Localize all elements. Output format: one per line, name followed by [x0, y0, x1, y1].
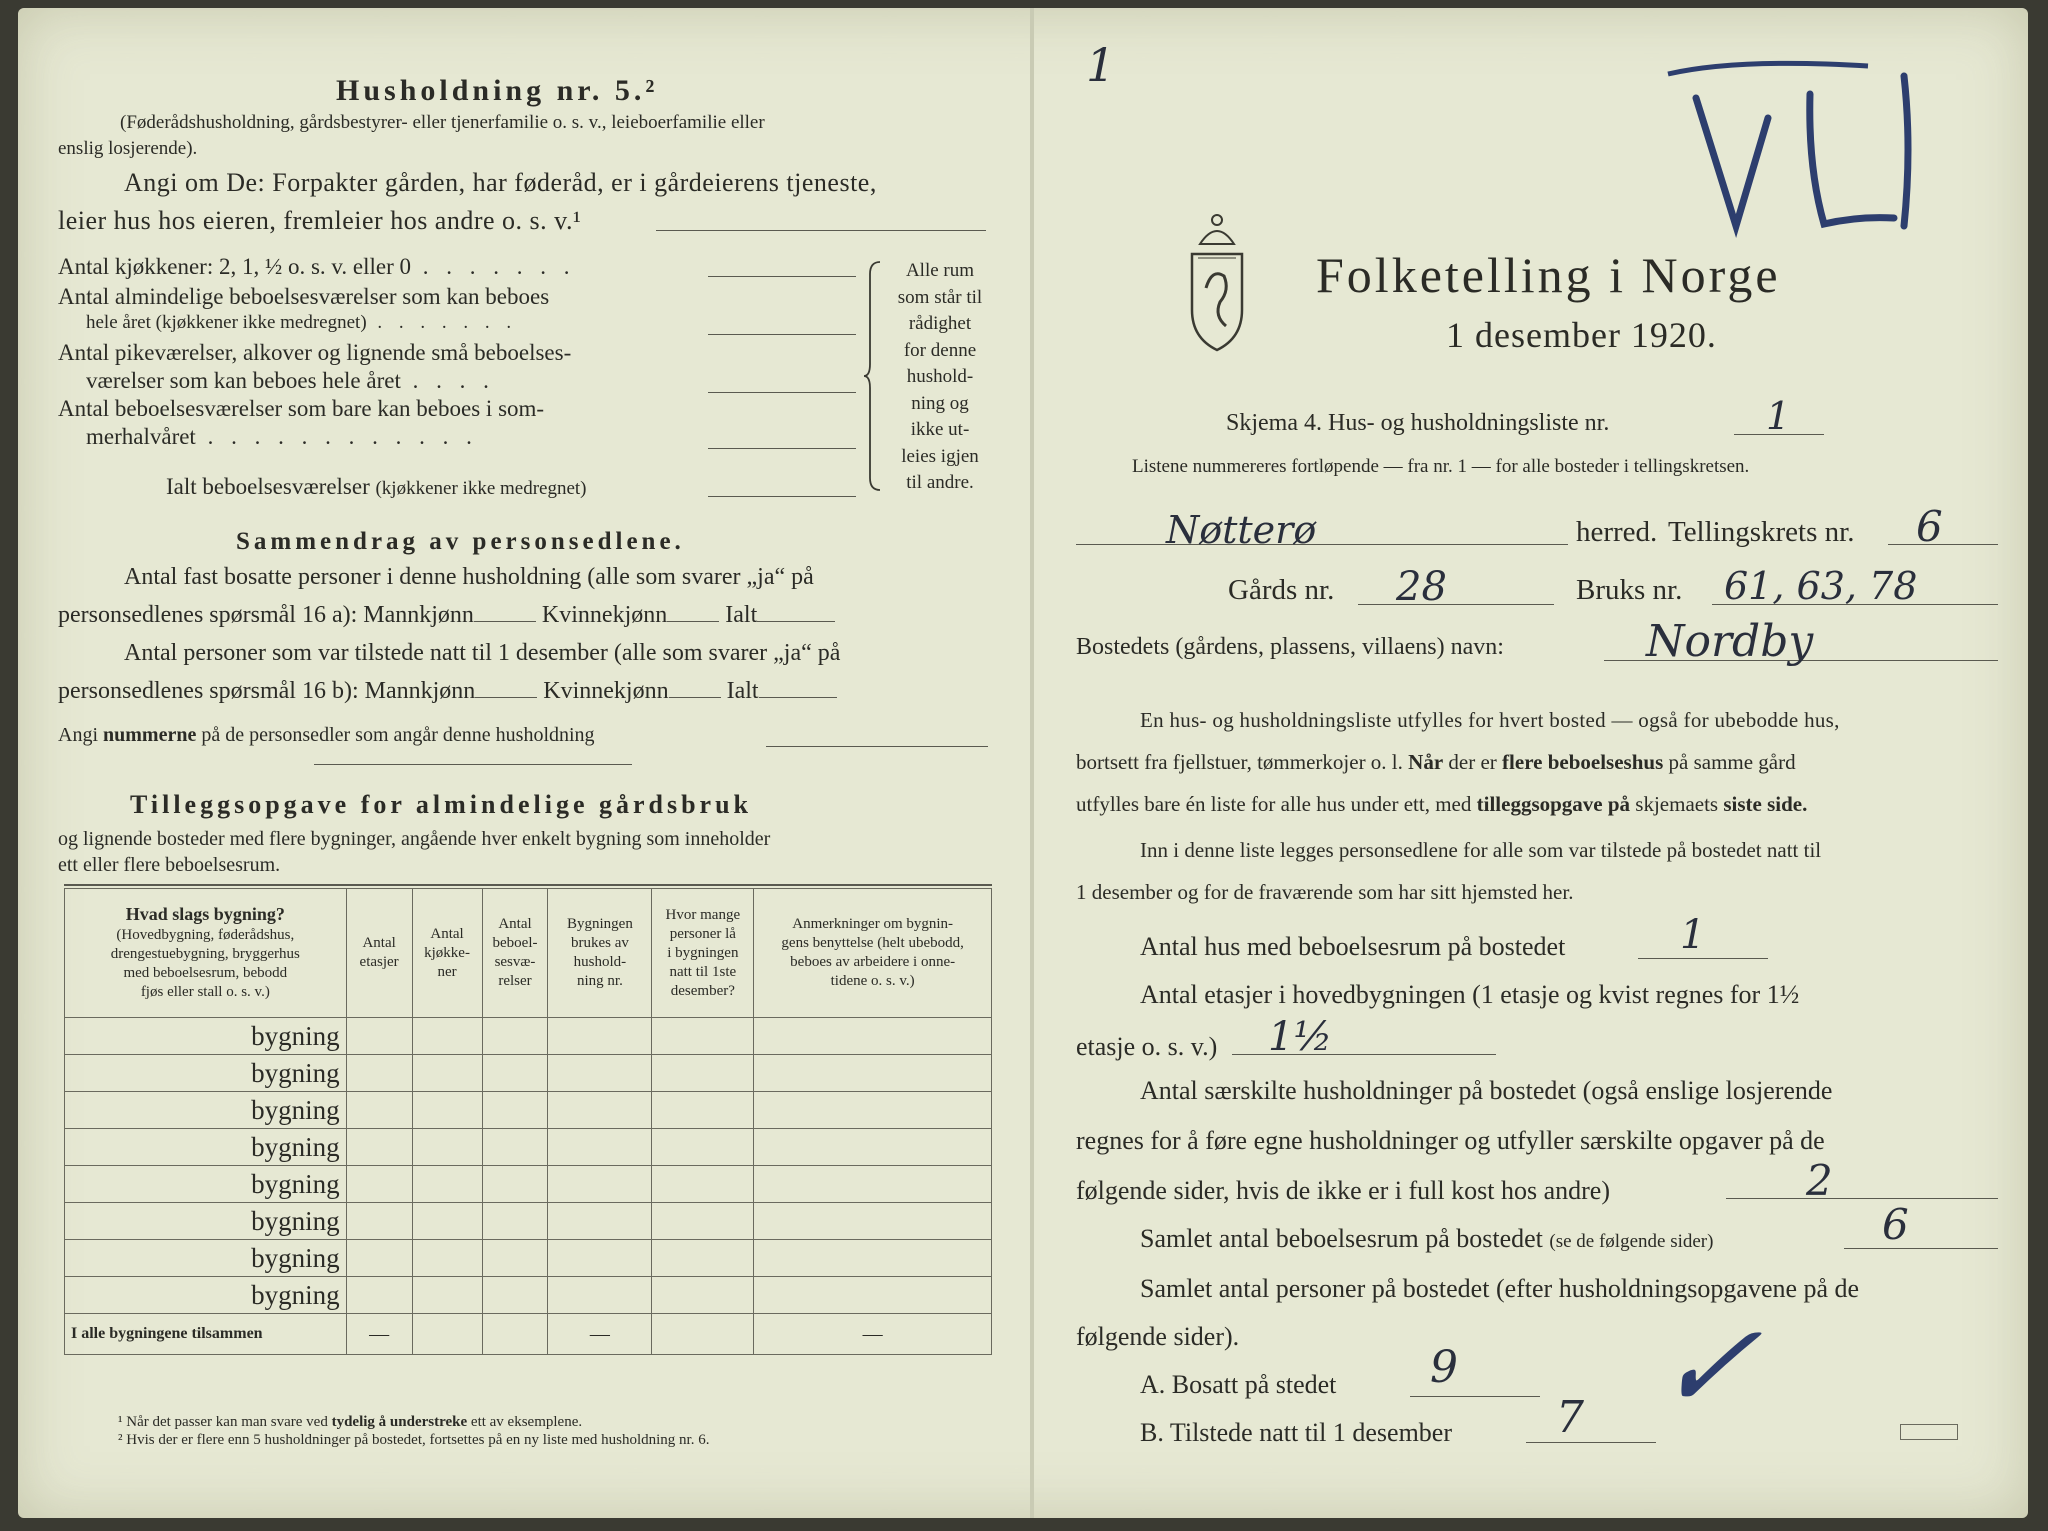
intro-small-1: (Føderådshusholdning, gårdsbestyrer- eller tjenerfamilie o. s. v., leieboerfamilie eller: [120, 112, 765, 133]
table-top-rule: [64, 884, 992, 886]
table-cell[interactable]: [482, 1240, 548, 1277]
table-cell[interactable]: [346, 1092, 412, 1129]
rooms1-label-2: hele året (kjøkkener ikke medregnet) . . . . . . .: [86, 312, 518, 333]
para1-line3: utfylles bare én liste for alle hus under ett, med tilleggsopgave på skjemaets siste side.: [1076, 792, 1808, 816]
table-cell[interactable]: [412, 1277, 482, 1314]
table-cell[interactable]: [548, 1129, 652, 1166]
building-type-cell[interactable]: bygning: [65, 1092, 347, 1129]
table-cell[interactable]: [754, 1203, 992, 1240]
persons-label-1: Samlet antal personer på bostedet (efter husholdningsopgavene på de: [1140, 1274, 1860, 1303]
total-household[interactable]: —: [548, 1314, 652, 1355]
table-cell[interactable]: [482, 1129, 548, 1166]
building-type-cell[interactable]: bygning: [65, 1018, 347, 1055]
table-cell[interactable]: [652, 1166, 754, 1203]
rooms2-label-2: værelser som kan beboes hele året . . . .: [86, 368, 495, 393]
tilstede-label: B. Tilstede natt til 1 desember: [1140, 1418, 1452, 1447]
table-cell[interactable]: [548, 1166, 652, 1203]
table-cell[interactable]: [652, 1092, 754, 1129]
table-cell[interactable]: [346, 1277, 412, 1314]
table-cell[interactable]: [754, 1092, 992, 1129]
table-cell[interactable]: [482, 1277, 548, 1314]
para1-line1: En hus- og husholdningsliste utfylles for hvert bosted — også for ubebodde hus,: [1140, 708, 1840, 732]
table-cell[interactable]: [346, 1203, 412, 1240]
building-type-cell[interactable]: bygning: [65, 1277, 347, 1314]
table-cell[interactable]: [754, 1277, 992, 1314]
page-fold: [1030, 8, 1034, 1518]
table-cell[interactable]: [346, 1055, 412, 1092]
census-form-sheet: [18, 8, 2028, 1518]
col-rooms: Antal beboel- sesvæ- relser: [482, 889, 548, 1018]
table-cell[interactable]: [412, 1203, 482, 1240]
corner-mark: 1: [1086, 38, 1116, 92]
summary-title: Sammendrag av personsedlene.: [236, 528, 685, 555]
krets-label: Tellingskrets nr.: [1668, 516, 1855, 548]
bosatt-line[interactable]: [1410, 1396, 1540, 1397]
table-row: [65, 1166, 992, 1203]
households-label-1: Antal særskilte husholdninger på bostedet (også enslige losjerende: [1140, 1076, 1833, 1105]
intro-question-1: Angi om De: Forpakter gården, har føderåd, er i gårdeierens tjeneste,: [124, 168, 877, 197]
table-cell[interactable]: [548, 1092, 652, 1129]
table-row: [65, 1277, 992, 1314]
table-cell[interactable]: [482, 1203, 548, 1240]
table-cell[interactable]: [652, 1018, 754, 1055]
herred-line[interactable]: [1076, 544, 1568, 545]
numbering-note: Listene nummereres fortløpende — fra nr. 1 — for alle bosteder i tellingskretsen.: [1132, 456, 1750, 477]
summary-b-2: personsedlenes spørsmål 16 b): Mannkjønn Kvinnekjønn Ialt: [58, 678, 837, 705]
table-cell[interactable]: [412, 1018, 482, 1055]
footnote-1: ¹ Når det passer kan man svare ved tydelig å understreke ett av eksemplene.: [118, 1414, 583, 1430]
building-type-cell[interactable]: bygning: [65, 1129, 347, 1166]
herred-value: Nøtterø: [1166, 508, 1317, 552]
floors-label-1: Antal etasjer i hovedbygningen (1 etasje og kvist regnes for 1½: [1140, 980, 1800, 1009]
col-remarks: Anmerkninger om bygnin- gens benyttelse (helt ubebodd, beboes av arbeidere i onne- tidene o. s. v.): [754, 889, 992, 1018]
table-cell[interactable]: [482, 1092, 548, 1129]
gards-value: 28: [1396, 564, 1447, 610]
houses-line[interactable]: [1638, 958, 1768, 959]
left-page: [18, 8, 1028, 1518]
side-note: Alle rum som står til rådighet for denne hushold- ning og ikke ut- leies igjen til andre.: [897, 260, 983, 493]
col-building-type: Hvad slags bygning? (Hovedbygning, føderådshus, drengestuebygning, bryggerhus med beboelsesrum, bebodd fjøs eller stall o. s. v.): [65, 889, 347, 1018]
table-cell[interactable]: [652, 1240, 754, 1277]
rooms3-label-1: Antal beboelsesværelser som bare kan beboes i som-: [58, 396, 545, 421]
gards-line[interactable]: [1358, 604, 1554, 605]
building-type-cell[interactable]: bygning: [65, 1055, 347, 1092]
bosatt-value: 9: [1430, 1342, 1458, 1393]
krets-value: 6: [1916, 502, 1943, 551]
farm-intro-1: og lignende bosteder med flere bygninger, angående hver enkelt bygning som inneholder: [58, 828, 771, 850]
building-type-cell[interactable]: bygning: [65, 1203, 347, 1240]
rooms1-label-1: Antal almindelige beboelsesværelser som kan beboes: [58, 284, 550, 309]
roman-mark-vi: [1658, 48, 1988, 248]
kitchens-label: Antal kjøkkener: 2, 1, ½ o. s. v. eller 0 . . . . . . .: [58, 254, 576, 279]
numbers-line: Angi nummerne på de personsedler som angår denne husholdning: [58, 724, 595, 746]
para2-line2: 1 desember og for de fraværende som har sitt hjemsted her.: [1076, 880, 1574, 904]
tilstede-line[interactable]: [1526, 1442, 1656, 1443]
section-divider: [314, 764, 632, 765]
intro-question-2: leier hus hos eieren, fremleier hos andre o. s. v.¹: [58, 206, 582, 235]
table-cell[interactable]: [346, 1018, 412, 1055]
table-cell[interactable]: [346, 1240, 412, 1277]
intro-small-2: enslig losjerende).: [58, 138, 198, 159]
total-floors[interactable]: —: [346, 1314, 412, 1355]
houses-label: Antal hus med beboelsesrum på bostedet: [1140, 932, 1566, 961]
table-cell[interactable]: [412, 1129, 482, 1166]
table-cell[interactable]: [548, 1203, 652, 1240]
kitchens-answer[interactable]: [708, 276, 856, 277]
floors-value: 1½: [1268, 1014, 1333, 1060]
households-line[interactable]: [1726, 1198, 1998, 1199]
table-cell[interactable]: [412, 1092, 482, 1129]
households-value: 2: [1806, 1156, 1833, 1205]
para1-line2: bortsett fra fjellstuer, tømmerkojer o. l. Når der er flere beboelseshus på samme gård: [1076, 750, 1796, 774]
col-household: Bygningen brukes av hushold- ning nr.: [548, 889, 652, 1018]
rooms3-label-2: merhalvåret . . . . . . . . . . . .: [86, 424, 478, 449]
household-title: Husholdning nr. 5.²: [336, 74, 659, 107]
herred-label: herred.: [1576, 516, 1658, 548]
rooms-value: 6: [1882, 1200, 1909, 1249]
table-cell[interactable]: [346, 1129, 412, 1166]
table-row: [65, 1055, 992, 1092]
summary-a-2: personsedlenes spørsmål 16 a): Mannkjønn Kvinnekjønn Ialt: [58, 602, 835, 629]
floors-label-2: etasje o. s. v.): [1076, 1032, 1218, 1061]
houses-value: 1: [1680, 912, 1706, 958]
table-cell[interactable]: [548, 1277, 652, 1314]
col-floors: Antal etasjer: [346, 889, 412, 1018]
form-date: 1 desember 1920.: [1446, 315, 1717, 355]
table-cell[interactable]: [482, 1166, 548, 1203]
table-cell[interactable]: [346, 1166, 412, 1203]
rooms-label: Samlet antal beboelsesrum på bostedet (se de følgende sider): [1140, 1224, 1714, 1253]
bruks-value: 61, 63, 78: [1724, 564, 1918, 608]
rooms2-label-1: Antal pikeværelser, alkover og lignende små beboelses-: [58, 340, 572, 365]
table-row: [65, 1092, 992, 1129]
rooms-total-answer[interactable]: [708, 496, 856, 497]
table-cell[interactable]: [652, 1055, 754, 1092]
right-page: [1036, 8, 2028, 1518]
table-cell[interactable]: [548, 1055, 652, 1092]
persons-label-2: følgende sider).: [1076, 1322, 1240, 1351]
table-cell[interactable]: [754, 1129, 992, 1166]
bosted-label: Bostedets (gårdens, plassens, villaens) navn:: [1076, 634, 1504, 660]
rooms-total-label: Ialt beboelsesværelser (kjøkkener ikke medregnet): [166, 474, 587, 499]
table-cell[interactable]: [754, 1055, 992, 1092]
building-type-cell[interactable]: bygning: [65, 1240, 347, 1277]
summary-a-1: Antal fast bosatte personer i denne husholdning (alle som svarer „ja“ på: [124, 564, 814, 590]
total-persons[interactable]: [652, 1314, 754, 1355]
printer-stamp-icon: [1900, 1424, 1958, 1440]
para2-line1: Inn i denne liste legges personsedlene for alle som var tilstede på bostedet natt til: [1140, 838, 1822, 862]
table-row: [65, 1203, 992, 1240]
table-cell[interactable]: [652, 1129, 754, 1166]
schema-line: Skjema 4. Hus- og husholdningsliste nr.: [1226, 410, 1610, 436]
table-row: [65, 1129, 992, 1166]
table-cell[interactable]: [548, 1240, 652, 1277]
building-rows: [65, 1018, 992, 1314]
bosatt-label: A. Bosatt på stedet: [1140, 1370, 1337, 1399]
table-cell[interactable]: [412, 1055, 482, 1092]
table-cell[interactable]: [412, 1166, 482, 1203]
brace-icon: [864, 260, 884, 492]
total-label: I alle bygningene tilsammen: [65, 1314, 347, 1355]
table-cell[interactable]: [754, 1018, 992, 1055]
households-label-2: regnes for å føre egne husholdninger og utfyller særskilte opgaver på de: [1076, 1126, 1825, 1155]
table-cell[interactable]: [754, 1166, 992, 1203]
krets-line[interactable]: [1888, 544, 1998, 545]
rooms1-answer[interactable]: [708, 334, 856, 335]
table-cell[interactable]: [652, 1277, 754, 1314]
schema-nr-value: 1: [1766, 394, 1791, 438]
table-cell[interactable]: [482, 1055, 548, 1092]
intro-answer-line[interactable]: [656, 230, 986, 231]
households-label-3: følgende sider, hvis de ikke er i full kost hos andre): [1076, 1176, 1610, 1205]
rooms2-answer[interactable]: [708, 392, 856, 393]
form-title: Folketelling i Norge: [1316, 247, 1781, 303]
farm-intro-2: ett eller flere beboelsesrum.: [58, 854, 281, 876]
total-remarks[interactable]: —: [754, 1314, 992, 1355]
rooms-line[interactable]: [1844, 1248, 1998, 1249]
summary-b-1: Antal personer som var tilstede natt til 1 desember (alle som svarer „ja“ på: [124, 640, 841, 666]
table-cell[interactable]: [652, 1203, 754, 1240]
total-row: [65, 1314, 992, 1355]
table-cell[interactable]: [548, 1018, 652, 1055]
total-rooms[interactable]: [482, 1314, 548, 1355]
bosted-value: Nordby: [1646, 616, 1814, 667]
col-kitchens: Antal kjøkke- ner: [412, 889, 482, 1018]
norway-coat-of-arms-icon: [1178, 198, 1256, 356]
tilstede-value: 7: [1556, 1392, 1584, 1443]
building-table: [64, 888, 992, 1355]
rooms3-answer[interactable]: [708, 448, 856, 449]
total-kitchens[interactable]: [412, 1314, 482, 1355]
table-cell[interactable]: [412, 1240, 482, 1277]
gards-label: Gårds nr.: [1228, 574, 1335, 606]
table-row: [65, 1018, 992, 1055]
bruks-label: Bruks nr.: [1576, 574, 1683, 606]
farm-title: Tilleggsopgave for almindelige gårdsbruk: [130, 790, 753, 819]
numbers-answer[interactable]: [766, 746, 988, 747]
table-cell[interactable]: [754, 1240, 992, 1277]
table-cell[interactable]: [482, 1018, 548, 1055]
building-table-header: [65, 889, 992, 1018]
col-persons: Hvor mange personer lå i bygningen natt til 1ste desember?: [652, 889, 754, 1018]
table-row: [65, 1240, 992, 1277]
footnote-2: ² Hvis der er flere enn 5 husholdninger på bostedet, fortsettes på en ny liste med husholdning nr. 6.: [118, 1432, 710, 1448]
check-mark-icon: ✓: [1648, 1298, 1769, 1437]
building-type-cell[interactable]: bygning: [65, 1166, 347, 1203]
